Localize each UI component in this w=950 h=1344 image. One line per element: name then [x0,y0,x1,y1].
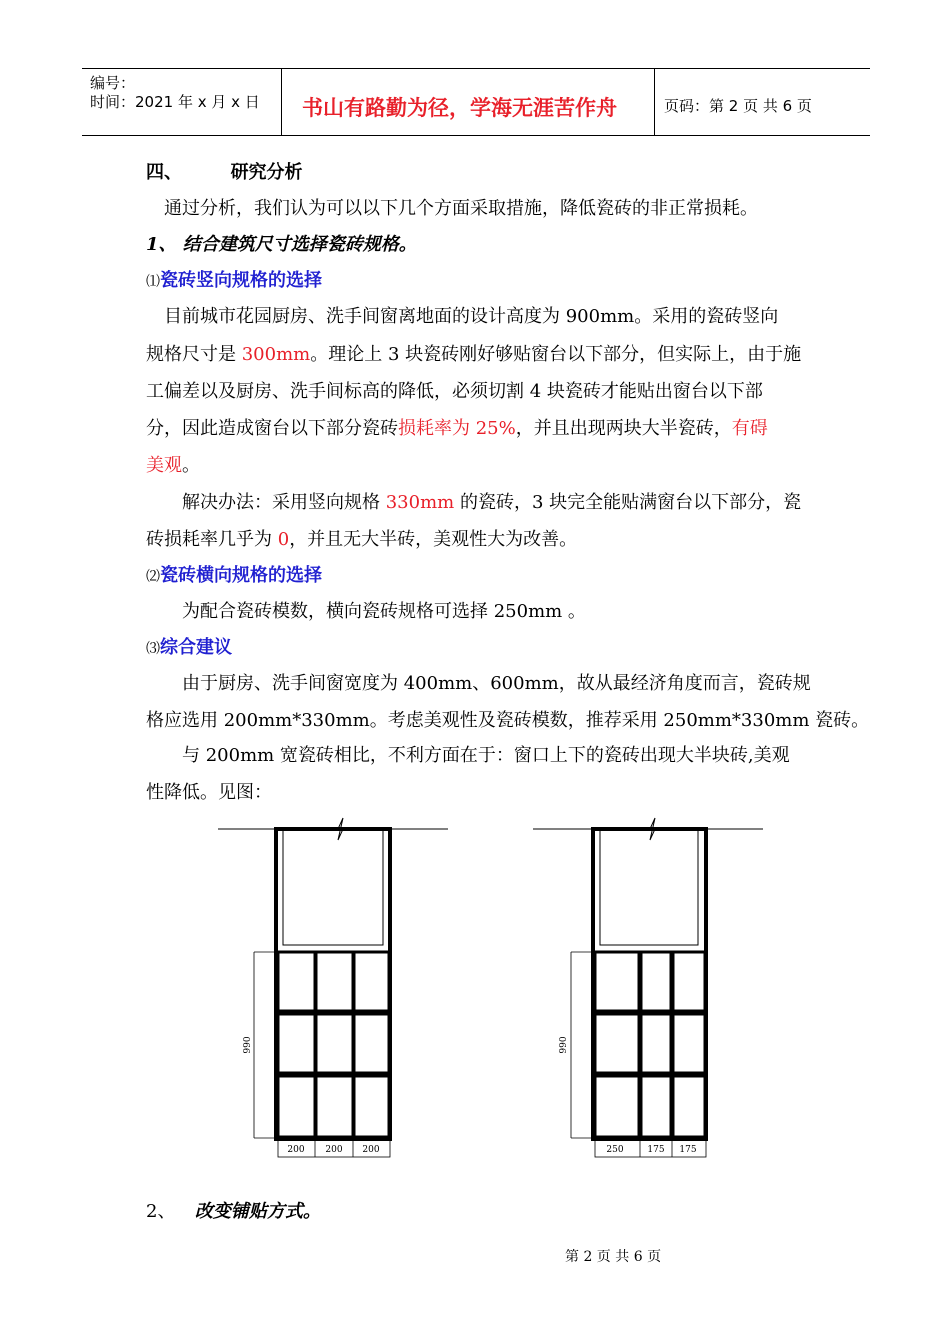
right-width-label-1: 250 [606,1145,624,1155]
page-footer: 第 2 页 共 6 页 [565,1249,662,1265]
intro-paragraph: 通过分析，我们认为可以以下几个方面采取措施，降低瓷砖的非正常损耗。 [164,198,758,219]
p1-line5-red: 美观 [146,455,182,476]
p1-line4-b: ，并且出现两块大半瓷砖， [515,418,732,439]
motto: 书山有路勤为径，学海无涯苦作舟 [302,96,617,120]
p1-line5-b: 。 [182,455,200,476]
section-heading: 研究分析 [230,162,303,183]
right-height-label: 990 [559,1036,569,1054]
left-width-label-2: 200 [325,1145,343,1155]
code-label: 编号： [90,74,136,92]
item2-heading: 改变铺贴方式。 [194,1201,321,1222]
right-width-label-2: 175 [647,1145,665,1155]
left-width-label-1: 200 [287,1145,305,1155]
p1-line2-red: 300mm [241,344,311,365]
p1-line2-a: 规格尺寸是 [146,344,242,365]
p1-line2-b: 。理论上 3 块瓷砖刚好够贴窗台以下部分，但实际上，由于施 [310,344,802,365]
p2-line1-a: 解决办法：采用竖向规格 [182,492,386,513]
p1-line4-red: 损耗率为 25% [398,418,516,439]
sub1-title: 瓷砖竖向规格的选择 [160,270,322,291]
item2-title [146,1201,321,1223]
item1-title: 1、 结合建筑尺寸选择瓷砖规格。 [146,234,417,255]
p5-line2: 性降低。见图： [146,782,272,803]
p4-line1: 由于厨房、洗手间窗宽度为 400mm、600mm，故从最经济角度而言，瓷砖规 [182,673,811,694]
left-height-label: 990 [243,1036,253,1054]
p2-line2-b: ，并且无大半砖，美观性大为改善。 [289,529,578,550]
p2-line1-red: 330mm [385,492,455,513]
item2-number: 2、 [146,1201,176,1222]
sub3-number: ⑶ [146,641,160,657]
tiles-left [278,952,389,1137]
p2-line2-a: 砖损耗率几乎为 [146,529,278,550]
left-width-label-3: 200 [362,1145,380,1155]
page-label: 页码：第 2 页 共 6 页 [664,97,812,115]
p1-line3: 工偏差以及厨房、洗手间标高的降低，必须切割 4 块瓷砖才能贴出窗台以下部 [146,381,763,402]
p3: 为配合瓷砖模数，横向瓷砖规格可选择 250mm 。 [182,601,586,622]
p2-line1-b: 的瓷砖，3 块完全能贴满窗台以下部分，瓷 [454,492,802,513]
p4-line2: 格应选用 200mm*330mm。考虑美观性及瓷砖模数，推荐采用 250mm*330mm 瓷砖。 [146,710,870,731]
p2-line2-red: 0 [277,529,290,550]
sub3-title: 综合建议 [160,637,232,658]
section-number: 四、 [146,162,182,183]
figure-right [533,818,763,1157]
time-label: 时间：2021 年 x 月 x 日 [90,93,260,111]
figure-left [218,818,448,1157]
p1-line4-red2: 有碍 [731,418,768,439]
sub1-number: ⑴ [146,274,160,290]
p1-line4-a: 分，因此造成窗台以下部分瓷砖 [146,418,398,439]
right-width-label-3: 175 [679,1145,697,1155]
sub2-title: 瓷砖横向规格的选择 [160,565,322,586]
tiles-right [595,952,705,1137]
sub2-number: ⑵ [146,569,160,585]
p1-line1: 目前城市花园厨房、洗手间窗离地面的设计高度为 900mm。采用的瓷砖竖向 [164,306,779,327]
p5-line1: 与 200mm 宽瓷砖相比，不利方面在于：窗口上下的瓷砖出现大半块砖,美观 [182,745,790,766]
